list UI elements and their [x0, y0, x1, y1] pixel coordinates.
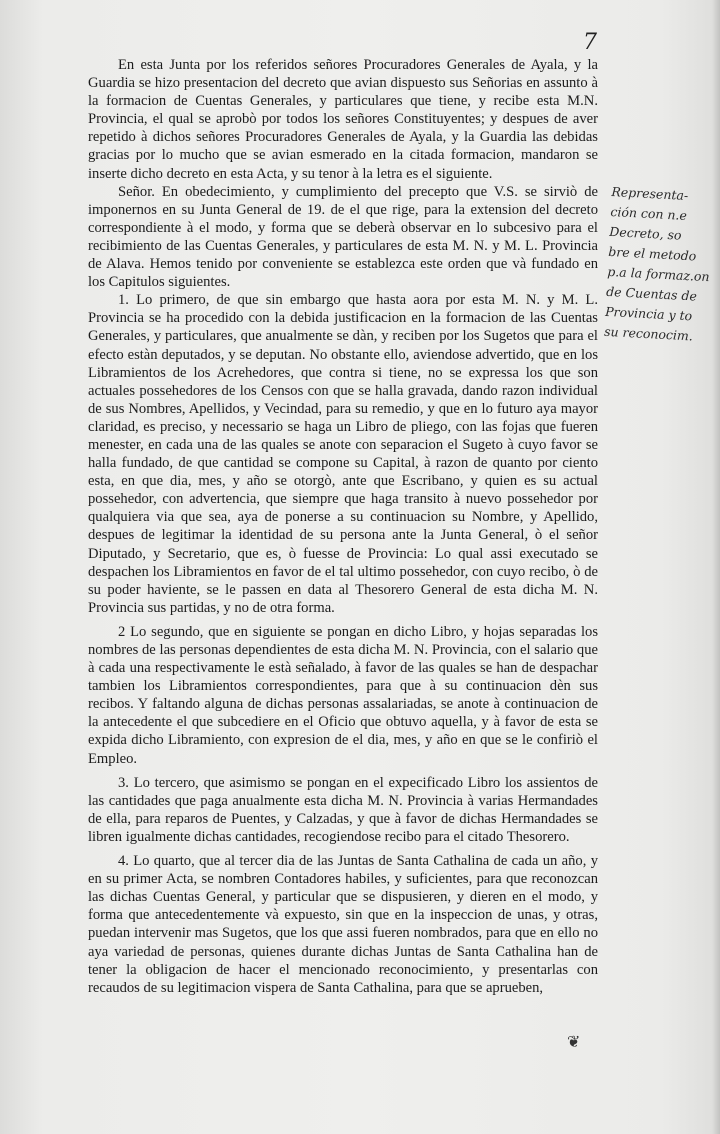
margin-note-line: Provincia y to	[604, 303, 693, 324]
paragraph-chapter-2: 2 Lo segundo, que en siguiente se pongan en dicho Libro, y hojas separadas los nombres de las personas dependientes de esta dicha M. N. Provincia, con el salario que à cada una respectivamente le està señalado, à favor de las quales se han de despachar tambien los Libramientos correspondientes, para que à su continuacion dèn sus recibos. Y faltando alguna de dichas personas assalariadas, se anote à continuacion de la antecedente el que subcediere en el Oficio que obtuvo aquella, y à favor de esta se expida dicho Libramiento, con expresion de el dia, mes, y año en que se le confiriò el Empleo.	[88, 623, 598, 767]
handwritten-margin-note	[604, 182, 718, 347]
paragraph-chapter-1: 1. Lo primero, de que sin embargo que hasta aora por esta M. N. y M. L. Provincia se ha procedido con la debida justificacion en la formacion de las Cuentas Generales, y particulares, que anualmente se dàn, y reciben por los Sugetos que para el efecto estàn deputados, y se deputan. No obstante ello, aviendose advertido, que en los Libramientos de los Acrehedores, que contra si tiene, no se expressa los que son actuales possehedores de los Censos con que se halla gravada, dando razon individual de sus Nombres, Apellidos, y Vecindad, para su remedio, y que en lo futuro aya mayor claridad, es preciso, y necessario se haga un Libro de pliego, con las fojas que fueren menester, en cada una de las quales se anote con separacion el Sugeto à cuyo favor se halla fundado, de que cantidad se compone su Capital, à razon de quanto por ciento esta, en que dia, mes, y año se otorgò, ante que Escribano, y quien es su actual possehedor, con advertencia, que siempre que haga transito à nuevo possehedor por qualquiera via que sea, aya de ponerse a su continuacion su Nombre, y Apellido, despues de legitimar la identidad de su persona ante la Junta General, ò el señor Diputado, y Secretario, que es, ò fuesse de Provincia: Lo qual assi executado se despachen los Libramientos en favor de el tal ultimo possehedor, con cuyo recibo, ò de su poder haviente, se le passen en data al Thesorero General de esta dicha M. N. Provincia sus partidas, y no de otra forma.	[88, 292, 598, 616]
body-text	[88, 56, 598, 997]
margin-note-line: su reconocim.	[603, 323, 694, 344]
ornament-icon: ❦	[567, 1034, 581, 1051]
margin-note-line: ción con n.e	[610, 203, 688, 223]
paragraph-chapter-4: 4. Lo quarto, que al tercer dia de las Juntas de Santa Cathalina de cada un año, y en su primer Acta, se nombren Contadores habiles, y suficientes, para que reconozcan las dichas Cuentas General, y particular que se dispusieren, y dieren en el modo, y forma que antecedentemente và expuesto, sin que en la inspeccion de unas, y otras, puedan intervenir mas Sugetos, que los que assi fueren nombrados, para que en ello no aya variedad de personas, quienes durante dichas Juntas de Santa Cathalina han de tener la obligacion de hacer el mencionado reconocimiento, y presentarlas con recaudos de su legitimacion vispera de Santa Cathalina, para que se aprueben,	[88, 853, 598, 996]
margin-note-line: Decreto, so	[609, 223, 682, 243]
paragraph-senor: Señor. En obedecimiento, y cumplimiento del precepto que V.S. se sirviò de imponernos en su Junta General de 19. de el que rige, para la extension del decreto correspondiente à el modo, y forma que se deberà observar en lo subcesivo para el recibimiento de las Cuentas Generales, y particulares de esta M. N. y M. L. Provincia de Alava. Hemos tenido por conveniente se establezca este orden que và fundado en los Capitulos siguientes.	[88, 183, 598, 291]
paragraph-chapter-3: 3. Lo tercero, que asimismo se pongan en el expecificado Libro los assientos de las cantidades que paga anualmente esta dicha M. N. Provincia à varias Hermandades de ella, para reparos de Puentes, y Calzadas, y que à favor de dichas Hermandades se libren igualmente dichas cantidades, recogiendose recibo para el citado Thesorero.	[88, 774, 598, 845]
margin-note-line: Representa-	[611, 183, 689, 203]
page-edge-shadow	[712, 0, 720, 1134]
page-number: 7	[583, 30, 597, 55]
margin-note-line: de Cuentas de	[605, 283, 698, 304]
paragraph-intro: En esta Junta por los referidos señores Procuradores Generales de Ayala, y la Guardia se hizo presentacion del decreto que avian dispuesto sus Señorias en assunto à la formacion de Cuentas Generales, y particulares que tiene, y recibe esta M.N. Provincia, el qual se aprobò por todos los señores Constituyentes; y despues de aver repetido à dichos señores Procuradores Generales de Ayala, y la Guardia las debidas gracias por lo mucho que se avian esmerado en la citada formacion, mandaron se inserte dicho decreto en esta Acta, y su tenor à la letra es el siguiente.	[88, 57, 598, 182]
margin-note-line: bre el metodo	[607, 243, 697, 264]
margin-note-line: p.a la formaz.on	[606, 263, 710, 285]
